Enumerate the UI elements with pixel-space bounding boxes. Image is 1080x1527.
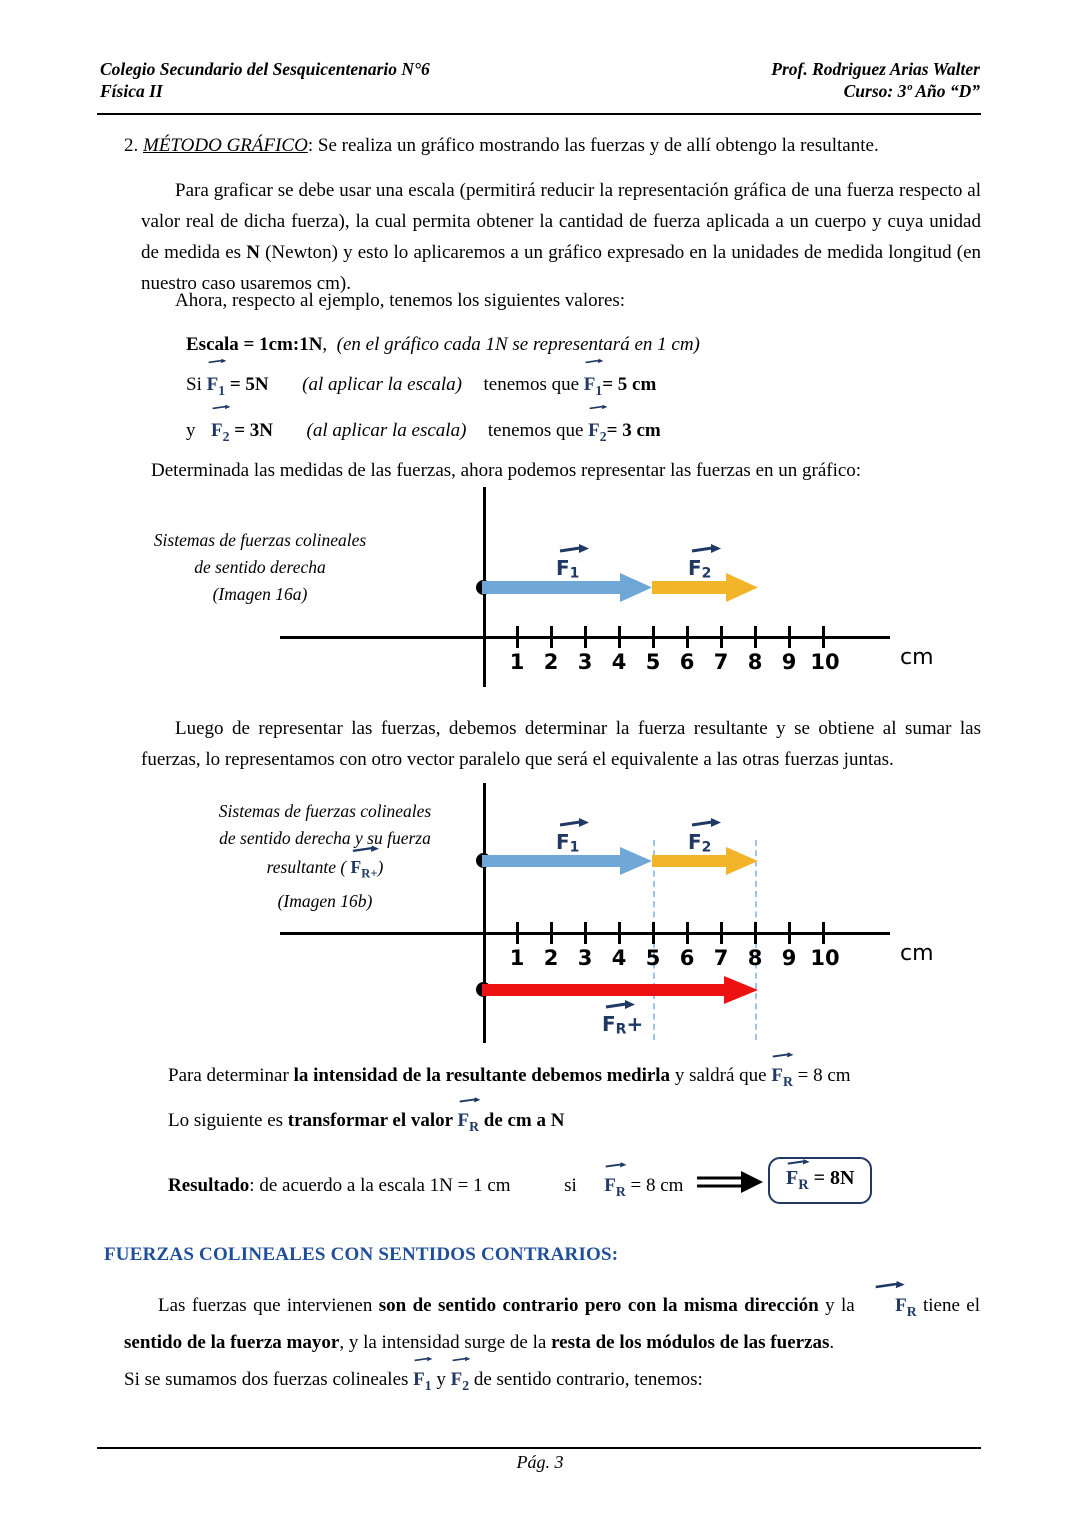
diagram-a-tick-7 <box>720 626 723 648</box>
vector-arrow-icon <box>452 1355 470 1364</box>
paragraph-sisumamos <box>124 1362 980 1401</box>
paragraph-luego <box>141 713 981 775</box>
paragraph-sisumamos-y: y <box>431 1369 451 1390</box>
item-number: 2. <box>124 135 139 156</box>
diagram-a-f2-letter: F <box>688 556 702 580</box>
diagram-b-caption-line3 <box>185 852 465 888</box>
vector-fr-symbol-2: $F_R$ <box>458 1103 479 1142</box>
vector-fr-symbol-boxed: $F_R$ <box>786 1165 809 1194</box>
vector-fr-sub-4: R <box>906 1303 917 1319</box>
vector-f2-symbol-2: $F_2$ <box>588 410 606 456</box>
vector-arrow-icon <box>212 403 230 412</box>
escala-row <box>186 326 700 364</box>
paragraph-contrarias-h: . <box>829 1331 835 1353</box>
vector-f1-symbol-3: $F_1$ <box>413 1362 431 1401</box>
paragraph-medirla-a: Para determinar <box>168 1065 294 1086</box>
diagram-b-fr-sub: R <box>615 1021 627 1038</box>
diagram-a-ticklabel-5: 5 <box>645 650 661 674</box>
diagram-a-ticklabel-4: 4 <box>611 650 627 674</box>
diagram-b-tick-5 <box>652 922 655 944</box>
paragraph-escala-part2: (Newton) y esto lo aplicaremos a un gráfico expresado en la unidades de medida longitud (en nuestro caso usaremos cm). <box>141 242 982 294</box>
diagram-a-tick-6 <box>686 626 689 648</box>
vector-fr-sub-boxed: R <box>798 1177 809 1193</box>
diagram-a-f1-letter: F <box>556 556 570 580</box>
f1-equation-row <box>186 364 700 410</box>
vector-fr-symbol-1: $F_R$ <box>771 1058 792 1097</box>
header-teacher: Prof. Rodriguez Arias Walter <box>771 59 980 79</box>
diagram-a-f2-label <box>688 556 711 582</box>
diagram-a-ticklabel-9: 9 <box>781 650 797 674</box>
diagram-b-ticklabel-2: 2 <box>543 946 559 970</box>
vector-arrow-icon <box>208 357 226 366</box>
vector-fr-sub-2: R <box>469 1118 479 1134</box>
diagram-b-tick-9 <box>788 922 791 944</box>
f2-subscript: 2 <box>222 428 230 444</box>
diagram-a-tick-1 <box>516 626 519 648</box>
diagram-a-caption-line3: (Imagen 16a) <box>212 584 308 604</box>
diagram-a-f1-sub: 1 <box>569 565 580 582</box>
paragraph-contrarias-d: tiene el <box>916 1295 981 1316</box>
diagram-b-ticklabel-8: 8 <box>747 946 763 970</box>
f2-tenemos-que: tenemos que <box>487 419 584 441</box>
diagram-b-ticklabel-9: 9 <box>781 946 797 970</box>
paragraph-contrarias-bold1: son de sentido contrario pero con la misma dirección <box>378 1295 819 1316</box>
diagram-b-ticklabel-1: 1 <box>509 946 525 970</box>
diagram-b-caption-line2: de sentido derecha y su fuerza <box>219 828 431 848</box>
paragraph-transformar-bold: transformar el valor <box>287 1110 458 1131</box>
unit-newton-bold: N <box>246 242 260 263</box>
diagram-b-tick-1 <box>516 922 519 944</box>
resultado-label: Resultado <box>168 1175 250 1196</box>
diagram-b-tick-3 <box>584 922 587 944</box>
diagram-b-fr-plus: + <box>626 1012 644 1036</box>
diagram-b-caption-f: F <box>350 857 362 877</box>
f1-row-lead: Si <box>186 374 202 395</box>
diagram-b-f2-sub: 2 <box>701 839 712 856</box>
paragraph-transformar-c: de cm a N <box>479 1110 565 1131</box>
diagram-a-tick-5 <box>652 626 655 648</box>
paragraph-contrarias-f: , y la intensidad surge de la <box>339 1331 552 1353</box>
diagram-b-tick-8 <box>754 922 757 944</box>
header-divider <box>97 113 981 115</box>
diagram-a-ticklabel-2: 2 <box>543 650 559 674</box>
diagram-b-fr-label <box>602 1012 643 1038</box>
vector-arrow-icon <box>605 1161 626 1170</box>
vector-fr-symbol-3: $F_R$ <box>604 1168 625 1207</box>
diagram-a-ticklabel-1: 1 <box>509 650 525 674</box>
diagram-b-f1-letter: F <box>556 830 570 854</box>
diagram-b-caption <box>185 798 465 915</box>
diagram-a-ticklabel-3: 3 <box>577 650 593 674</box>
diagram-a-force-arrows <box>480 566 770 612</box>
diagram-b-ticklabel-10: 10 <box>810 946 840 970</box>
resultado-equals-cm: = 8 cm <box>625 1175 684 1196</box>
paragraph-medirla <box>168 1058 988 1097</box>
diagram-a-f2-sub: 2 <box>701 565 712 582</box>
f2-row-lead: y <box>186 419 196 441</box>
diagram-a-caption <box>140 527 380 608</box>
vector-arrow-icon <box>352 845 379 854</box>
paragraph-contrarias-bold2: sentido de la fuerza mayor <box>124 1331 340 1353</box>
paragraph-valores-text: Ahora, respecto al ejemplo, tenemos los siguientes valores: <box>175 290 626 311</box>
f2-result-cm: = 3 cm <box>606 419 661 441</box>
implies-arrow-icon <box>697 1170 765 1194</box>
diagram-b-fr-letter: F <box>602 1012 616 1036</box>
vector-f1-sub-3: 1 <box>424 1377 432 1393</box>
diagram-b-tick-2 <box>550 922 553 944</box>
vector-arrow-icon <box>862 1281 917 1290</box>
diagram-b-ticklabel-5: 5 <box>645 946 661 970</box>
paragraph-luego-text: Luego de representar las fuerzas, debemos determinar la fuerza resultante y se obtiene al sumar las fuerzas, lo representamos con otro vector paralelo que será el equivalente a las otras fuerzas juntas. <box>141 718 981 770</box>
paragraph-medirla-d: = 8 cm <box>792 1065 851 1086</box>
paragraph-medirla-c: y saldrá que <box>670 1065 772 1086</box>
item-title: MÉTODO GRÁFICO <box>143 135 308 156</box>
paragraph-transformar <box>168 1103 988 1142</box>
diagram-b-unit-label: cm <box>900 941 934 966</box>
f1-equals-newton: = 5N <box>229 374 269 395</box>
diagram-b-ticklabel-6: 6 <box>679 946 695 970</box>
vector-arrow-icon <box>690 817 722 829</box>
paragraph-escala-part1: Para graficar se debe usar una escala (permitirá reducir la representación gráfica de una fuerza respecto al valor real de dicha fuerza), la cual permita obtener la cantidad de fuerza aplicada a un cuerpo y cuya unidad de medida es <box>141 180 981 263</box>
diagram-b-caption-sub: R+ <box>361 866 378 881</box>
footer-divider <box>97 1447 981 1449</box>
diagram-b-caption-resultante: resultante ( <box>266 857 351 877</box>
vector-arrow-icon <box>459 1096 480 1105</box>
resultado-si: si <box>564 1175 577 1196</box>
item-rest: : Se realiza un gráfico mostrando las fuerzas y de allí obtengo la resultante. <box>307 135 879 156</box>
diagram-b-f2-letter: F <box>688 830 702 854</box>
diagram-a-tick-9 <box>788 626 791 648</box>
vector-fr-sub-3: R <box>615 1183 626 1199</box>
diagram-b-caption-line1: Sistemas de fuerzas colineales <box>218 801 432 821</box>
f1-subscript-2: 1 <box>595 382 603 398</box>
vector-f1-symbol-2: $F_1$ <box>584 364 602 410</box>
diagram-b-caption-vector-fr <box>351 852 378 888</box>
paragraph-determinada <box>151 455 981 486</box>
f2-subscript-2: 2 <box>599 428 607 444</box>
paragraph-medirla-bold: la intensidad de la resultante debemos medirla <box>293 1065 671 1086</box>
paragraph-contrarias-a: Las fuerzas que intervienen <box>158 1295 379 1316</box>
diagram-b-ticklabel-4: 4 <box>611 946 627 970</box>
header-school: Colegio Secundario del Sesquicentenario N°6 <box>100 59 430 79</box>
diagram-a-tick-10 <box>822 626 825 648</box>
diagram-a-tick-3 <box>584 626 587 648</box>
paragraph-sisumamos-b: de sentido contrario, tenemos: <box>469 1369 703 1390</box>
escala-comma: , <box>322 334 328 355</box>
vector-arrow-icon <box>772 1051 793 1060</box>
paragraph-valores <box>141 285 981 316</box>
resultado-row <box>168 1168 998 1207</box>
diagram-b-ticklabel-3: 3 <box>577 946 593 970</box>
escala-note: (en el gráfico cada 1N se representará en 1 cm) <box>336 334 700 355</box>
paragraph-escala <box>141 175 981 299</box>
diagram-a-unit-label: cm <box>900 645 934 670</box>
paragraph-sisumamos-a: Si se sumamos dos fuerzas colineales <box>124 1369 414 1390</box>
diagram-b-force-arrows <box>480 840 770 886</box>
vector-arrow-icon <box>558 817 590 829</box>
diagram-b-caption-line4: (Imagen 16b) <box>277 890 373 911</box>
escala-value: 1cm:1N <box>259 334 323 355</box>
diagram-b-tick-6 <box>686 922 689 944</box>
vector-arrow-icon <box>414 1355 432 1364</box>
vector-fr-symbol-4: $F_R$ <box>861 1288 916 1327</box>
diagram-a-ticklabel-6: 6 <box>679 650 695 674</box>
vector-f2-symbol-3: $F_2$ <box>451 1362 469 1401</box>
f1-result-cm: = 5 cm <box>602 374 657 395</box>
section-heading-fuerzas-contrarias: FUERZAS COLINEALES CON SENTIDOS CONTRARIOS: <box>104 1244 619 1265</box>
diagram-a-ticklabel-10: 10 <box>810 650 840 674</box>
vector-fr-sub-1: R <box>782 1073 793 1089</box>
diagram-a-caption-line1: Sistemas de fuerzas colineales <box>153 530 367 550</box>
diagram-a-tick-2 <box>550 626 553 648</box>
diagram-a-ticklabel-7: 7 <box>713 650 729 674</box>
footer-page-number: Pág. 3 <box>516 1452 564 1472</box>
f2-equation-row <box>186 410 700 456</box>
vector-f2-sub-3: 2 <box>462 1377 470 1393</box>
vector-arrow-icon <box>585 357 603 366</box>
item-2-line <box>124 130 980 161</box>
resultado-box-value: = 8N <box>808 1167 855 1189</box>
resultado-text: : de acuerdo a la escala 1N = 1 cm <box>249 1175 511 1196</box>
vector-f2-symbol: $F_2$ <box>211 410 229 456</box>
resultado-boxed-answer <box>768 1157 872 1204</box>
diagram-a-tick-4 <box>618 626 621 648</box>
diagram-b-f1-label <box>556 830 579 856</box>
diagram-a-f1-label <box>556 556 579 582</box>
f2-equals-newton: = 3N <box>234 419 274 441</box>
escala-label: Escala = <box>186 334 260 355</box>
header-course: Curso: 3º Año “D” <box>843 81 980 101</box>
diagram-b-tick-10 <box>822 922 825 944</box>
f1-escala-note: (al aplicar la escala) <box>302 374 463 395</box>
paragraph-transformar-a: Lo siguiente es <box>168 1110 288 1131</box>
vector-arrow-icon <box>604 999 636 1011</box>
diagram-a-tick-8 <box>754 626 757 648</box>
paragraph-determinada-text: Determinada las medidas de las fuerzas, ahora podemos representar las fuerzas en un gráfico: <box>151 460 862 481</box>
diagram-b-f2-label <box>688 830 711 856</box>
diagram-b-tick-4 <box>618 922 621 944</box>
paragraph-contrarias <box>124 1288 980 1358</box>
page-header <box>100 58 980 102</box>
f2-escala-note: (al aplicar la escala) <box>306 419 467 441</box>
vector-arrow-icon <box>690 543 722 555</box>
vector-arrow-icon <box>589 403 607 412</box>
diagram-b-tick-7 <box>720 922 723 944</box>
escala-equations <box>186 326 700 456</box>
f1-subscript: 1 <box>218 382 226 398</box>
diagram-b-ticklabel-7: 7 <box>713 946 729 970</box>
header-subject: Física II <box>100 81 163 101</box>
diagram-a-caption-line2: de sentido derecha <box>194 557 326 577</box>
paragraph-contrarias-c: y la <box>818 1295 862 1316</box>
vector-arrow-icon <box>787 1158 810 1167</box>
vector-f1-symbol: $F_1$ <box>207 364 225 410</box>
vector-arrow-icon <box>558 543 590 555</box>
diagram-b-f1-sub: 1 <box>569 839 580 856</box>
f1-tenemos-que: tenemos que <box>483 374 580 395</box>
diagram-b-caption-close-paren: ) <box>377 857 384 877</box>
diagram-a-ticklabel-8: 8 <box>747 650 763 674</box>
paragraph-contrarias-bold3: resta de los módulos de las fuerzas <box>551 1331 830 1353</box>
